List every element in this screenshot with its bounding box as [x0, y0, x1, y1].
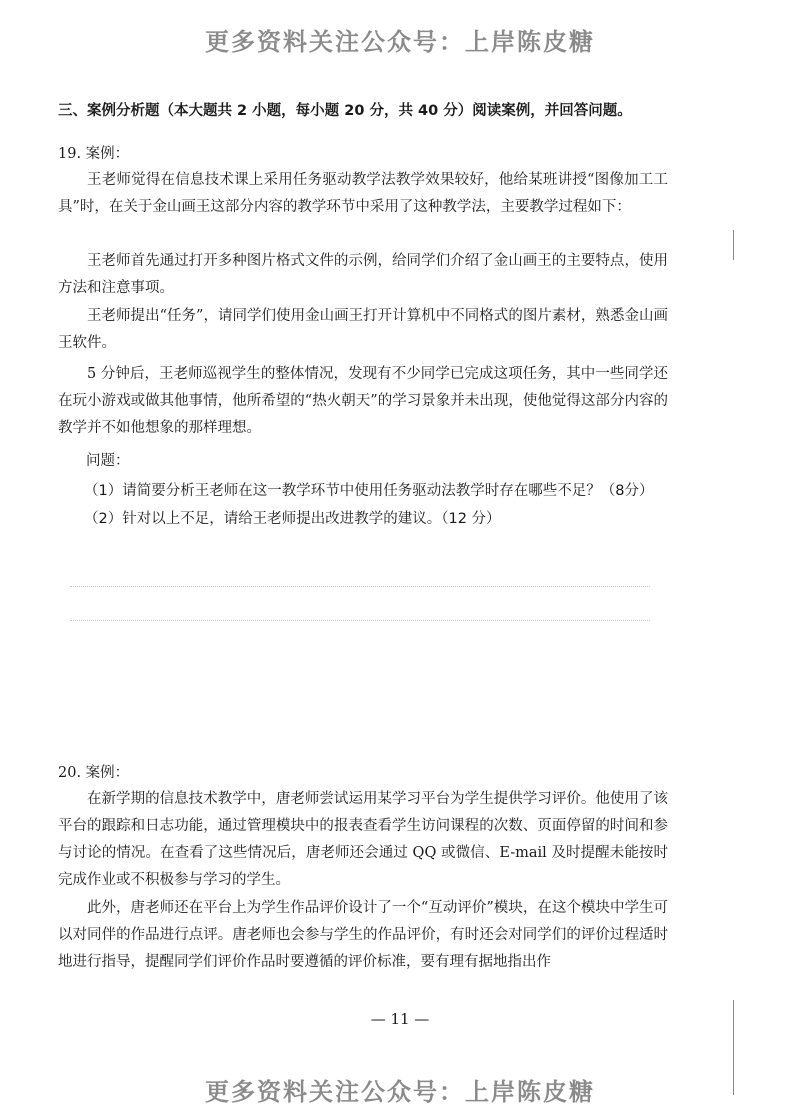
q20-paragraph-1: 在新学期的信息技术教学中，唐老师尝试运用某学习平台为学生提供学习评价。他使用了该平台的跟踪和日志功能，通过管理模块中的报表查看学生访问课程的次数、页面停留的时间和参与讨论的情况。在查看了这些情况后，唐老师还会通过 QQ 或微信、E-mail 及时提醒未能按时完成作业或不积极参与学习的学生。	[58, 791, 668, 888]
page-number: — 11 —	[370, 1010, 430, 1028]
q19-question-label: 问题：	[86, 453, 130, 469]
q19-paragraph-3: 王老师提出“任务”，请同学们使用金山画王打开计算机中不同格式的图片素材，熟悉金山画王软件。	[58, 308, 668, 351]
q19-paragraph-2: 王老师首先通过打开多种图片格式文件的示例，给同学们介绍了金山画王的主要特点，使用方法和注意事项。	[58, 253, 668, 296]
q20-paragraph-2: 此外，唐老师还在平台上为学生作品评价设计了一个“互动评价”模块，在这个模块中学生可以对同伴的作品进行点评。唐老师也会参与学生的作品评价，有时还会对同学们的评价过程适时地进行指导，提醒同学们评价作品时要遵循的评价标准，要有理有据地指出作	[58, 900, 668, 970]
q19-label: 19. 案例：	[58, 146, 130, 162]
q20-label: 20. 案例：	[58, 765, 130, 781]
q19-paragraph-4: 5 分钟后，王老师巡视学生的整体情况，发现有不少同学已完成这项任务，其中一些同学还在玩小游戏或做其他事情，他所希望的“热火朝天”的学习景象并未出现，使他觉得这部分内容的教学并不如他想象的那样理想。	[58, 366, 668, 436]
scan-artifact	[70, 620, 650, 622]
watermark-bottom: 更多资料关注公众号：上岸陈皮糖	[205, 1078, 595, 1106]
q19-paragraph-1: 王老师觉得在信息技术课上采用任务驱动教学法教学效果较好，他给某班讲授“图像加工工具”时，在关于金山画王这部分内容的教学环节中采用了这种教学法，主要教学过程如下：	[58, 172, 668, 215]
q19-question-2: （2）针对以上不足，请给王老师提出改进教学的建议。（12 分）	[84, 511, 501, 527]
q19-question-1: （1）请简要分析王老师在这一教学环节中使用任务驱动法教学时存在哪些不足？（8分）	[84, 483, 654, 499]
margin-line	[733, 230, 734, 260]
scan-artifact	[70, 586, 650, 588]
watermark-top: 更多资料关注公众号：上岸陈皮糖	[205, 28, 595, 56]
section-title: 三、案例分析题（本大题共 2 小题，每小题 20 分，共 40 分）阅读案例，并回答问题。	[58, 103, 632, 119]
